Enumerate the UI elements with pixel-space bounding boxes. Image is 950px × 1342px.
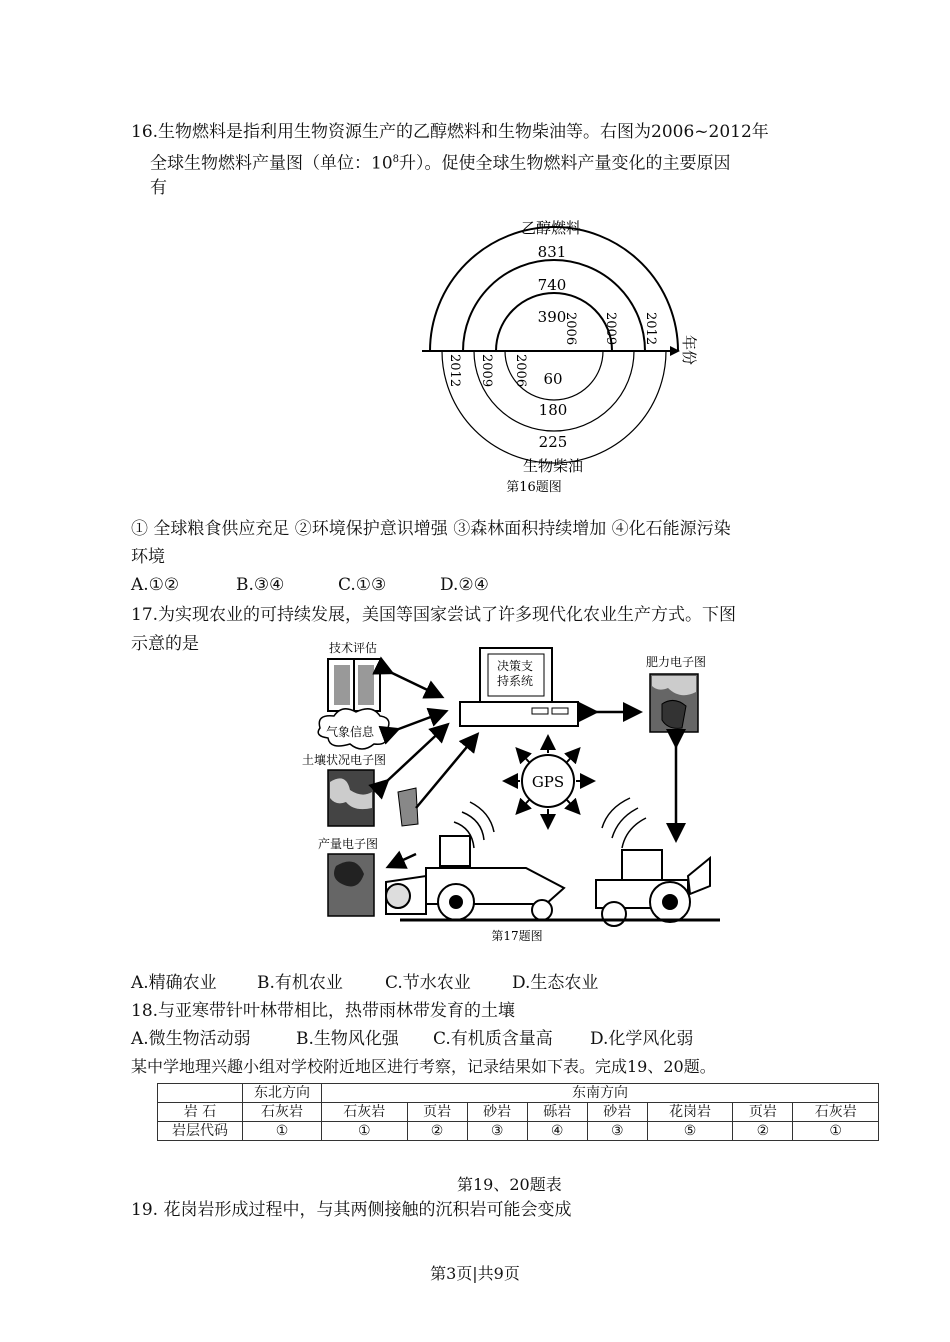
yield-map-icon: [328, 854, 374, 916]
q18-choice-b: B.生物风化强: [296, 1029, 399, 1049]
diesel-2009-value: 180: [538, 401, 568, 419]
page-footer: 第3页|共9页: [430, 1264, 520, 1283]
q16-choice-b: B.③④: [236, 575, 285, 595]
decision-computer-icon: [460, 648, 578, 726]
rock-cell: 石灰岩: [243, 1103, 322, 1122]
q18-line1: 18.与亚寒带针叶林带相比，热带雨林带发育的土壤: [131, 1001, 516, 1021]
combine-harvester-icon: [386, 836, 564, 920]
weather-label: 气象信息: [326, 725, 375, 739]
code-cell: ③: [467, 1122, 527, 1141]
direction-se: 东南方向: [322, 1084, 879, 1103]
q17-choice-b: B.有机农业: [257, 973, 343, 993]
tractor-icon: [596, 850, 710, 926]
ethanol-2006-value: 390: [537, 308, 567, 326]
tech-eval-label: 技术评估: [329, 641, 378, 655]
q17-line1: 17.为实现农业的可持续发展，美国等国家尝试了许多现代化农业生产方式。下图: [131, 605, 737, 625]
rock-cell: 砂岩: [467, 1103, 527, 1122]
q16-choice-c: C.①③: [338, 575, 387, 595]
code-cell: ⑤: [647, 1122, 733, 1141]
diesel-2012-value: 225: [538, 433, 568, 451]
year-2012-upper: 2012: [643, 312, 658, 346]
rock-strata-table: [157, 1083, 879, 1141]
q18-choice-d: D.化学风化弱: [590, 1029, 694, 1049]
rock-cell: 花岗岩: [647, 1103, 733, 1122]
q16-options-line1: ① 全球粮食供应充足 ②环境保护意识增强 ③森林面积持续增加 ④化石能源污染: [131, 519, 731, 539]
table-row: [158, 1103, 879, 1122]
ethanol-label: 乙醇燃料: [520, 219, 582, 237]
row-label-rock: 岩 石: [158, 1103, 243, 1122]
code-cell: ①: [793, 1122, 879, 1141]
q16-caption: 第16题图: [506, 480, 562, 495]
ethanol-2012-value: 831: [537, 243, 567, 261]
diesel-2009-arc: [474, 351, 634, 431]
year-2006-upper: 2006: [563, 312, 578, 346]
weather-cloud-icon: [318, 709, 389, 749]
axis-year-label: 年份: [680, 335, 698, 366]
table-row: [158, 1122, 879, 1141]
soil-map-icon: [328, 770, 418, 826]
code-cell: ①: [322, 1122, 408, 1141]
decision-label-1: 决策支: [497, 659, 534, 673]
q17-choice-a: A.精确农业: [131, 973, 217, 993]
precision-agriculture-diagram: [290, 632, 730, 950]
diesel-label: 生物柴油: [522, 457, 584, 475]
q16-line1: 16.生物燃料是指利用生物资源生产的乙醇燃料和生物柴油等。右图为2006~2012年: [131, 122, 769, 142]
q16-choice-a: A.①②: [131, 575, 180, 595]
q19-20-intro: 某中学地理兴趣小组对学校附近地区进行考察，记录结果如下表。完成19、20题。: [131, 1057, 716, 1076]
rock-cell: 页岩: [407, 1103, 467, 1122]
tech-eval-book-icon: [328, 659, 380, 711]
code-cell: ①: [243, 1122, 322, 1141]
code-cell: ②: [733, 1122, 793, 1141]
rock-cell: 页岩: [733, 1103, 793, 1122]
q16-choice-d: D.②④: [440, 575, 489, 595]
table-caption: 第19、20题表: [457, 1175, 562, 1194]
rock-cell: 砂岩: [587, 1103, 647, 1122]
diesel-2006-value: 60: [543, 370, 563, 388]
direction-ne: 东北方向: [243, 1084, 322, 1103]
fert-map-label: 肥力电子图: [646, 655, 707, 669]
year-2012-lower: 2012: [447, 354, 462, 388]
soil-map-label: 土壤状况电子图: [302, 753, 387, 767]
biofuel-semicircle-figure: [410, 210, 710, 500]
code-cell: ②: [407, 1122, 467, 1141]
code-cell: ③: [587, 1122, 647, 1141]
yield-map-label: 产量电子图: [318, 837, 379, 851]
fert-map-icon: [650, 674, 698, 732]
q17-caption: 第17题图: [491, 929, 543, 943]
rock-cell: 石灰岩: [793, 1103, 879, 1122]
gps-label: GPS: [531, 773, 565, 791]
q16-line2-pre: 全球生物燃料产量图（单位：10: [150, 153, 393, 174]
ethanol-2009-value: 740: [537, 276, 567, 294]
year-2006-lower: 2006: [513, 354, 528, 388]
gps-icon: [506, 738, 592, 826]
q16-options-line2: 环境: [131, 547, 165, 567]
q19-line1: 19. 花岗岩形成过程中，与其两侧接触的沉积岩可能会变成: [131, 1200, 572, 1220]
q17-choice-c: C.节水农业: [385, 973, 471, 993]
q16-line2: [150, 146, 731, 178]
table-cell-empty: [158, 1084, 243, 1103]
q17-choice-d: D.生态农业: [512, 973, 599, 993]
year-2009-lower: 2009: [479, 354, 494, 388]
rock-cell: 砾岩: [527, 1103, 587, 1122]
rock-cell: 石灰岩: [322, 1103, 408, 1122]
q16-line2-post: 升）。促使全球生物燃料产量变化的主要原因: [399, 153, 731, 174]
q17-line2: 示意的是: [131, 634, 199, 654]
decision-label-2: 持系统: [497, 674, 534, 688]
year-2009-upper: 2009: [603, 312, 618, 346]
row-label-code: 岩层代码: [158, 1122, 243, 1141]
q16-line3: 有: [150, 178, 167, 198]
q16-exponent: 8: [392, 154, 400, 165]
q18-choice-a: A.微生物活动弱: [131, 1029, 251, 1049]
q18-choice-c: C.有机质含量高: [433, 1029, 553, 1049]
table-row: [158, 1084, 879, 1103]
code-cell: ④: [527, 1122, 587, 1141]
